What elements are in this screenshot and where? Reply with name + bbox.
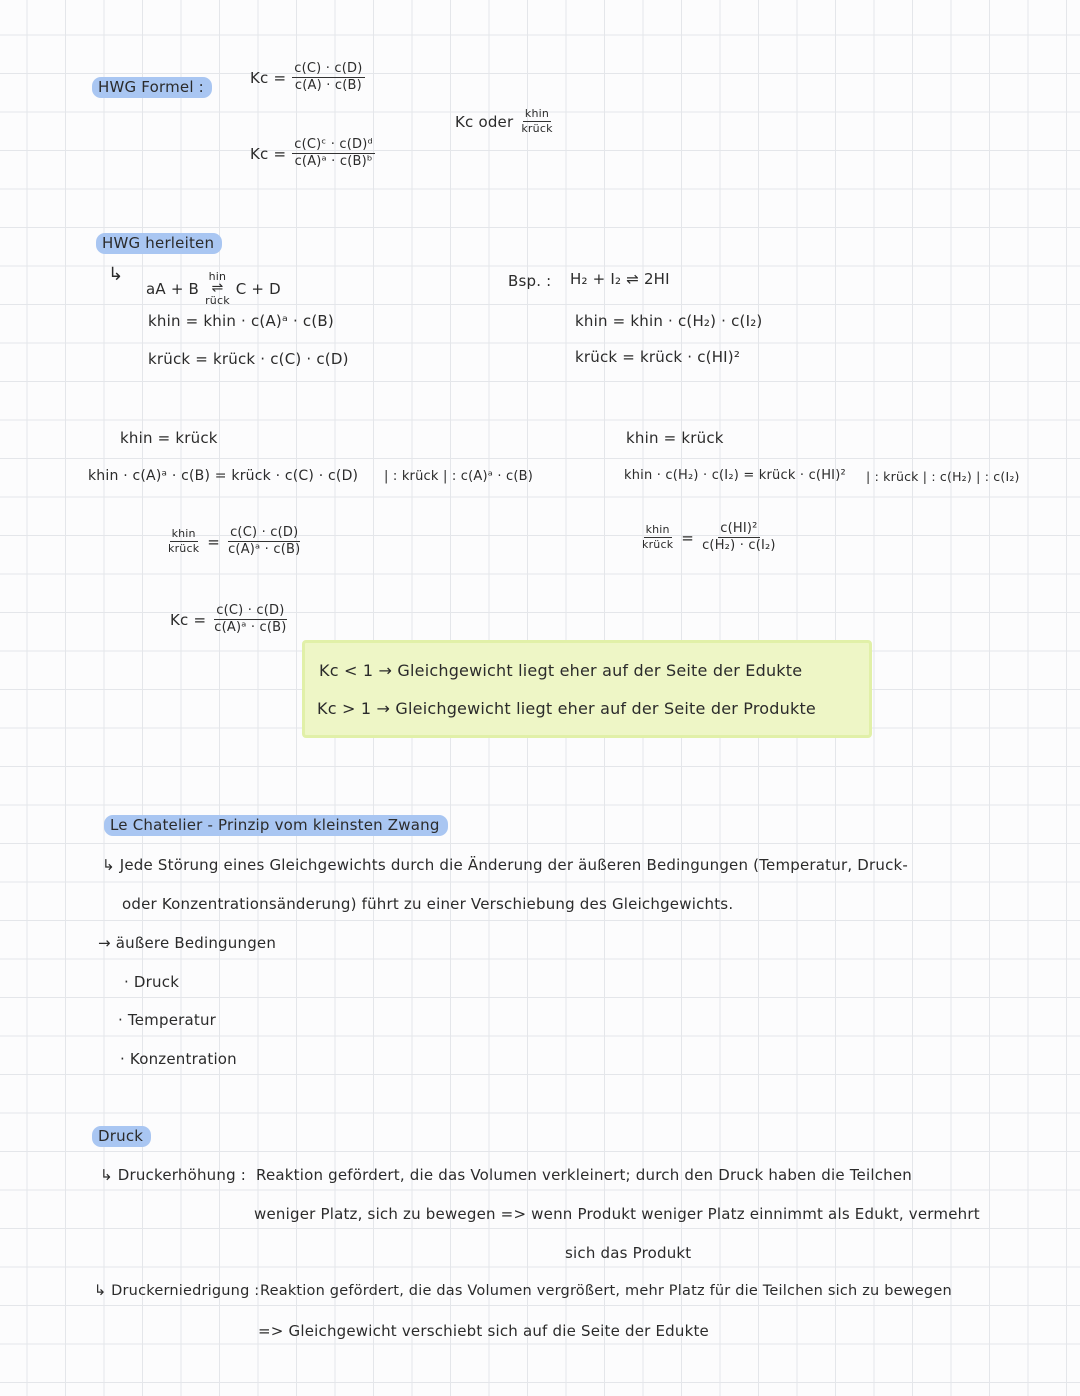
arrow-icon: ↳	[108, 264, 124, 285]
kc-interpretation-box	[302, 640, 872, 738]
druckerhoehung-text-line2: weniger Platz, sich zu bewegen => wenn Produkt weniger Platz einnimmt als Edukt, vermehrt	[254, 1205, 980, 1223]
ratio-equation: $\frac{\text{khin}}{\text{krück}}$ = $\frac{c(C) \cdot c(D)}{\text{c(A)ᵃ · c(B)}}$	[168, 525, 301, 558]
kc-less-than-one: Kc < 1 → Gleichgewicht liegt eher auf der Seite der Edukte	[319, 661, 803, 680]
conditions-title: → äußere Bedingungen	[98, 934, 277, 952]
condition-item: · Druck	[124, 973, 180, 991]
druckerniedrigung-text-line1: Reaktion gefördert, die das Volumen vergrößert, mehr Platz für die Teilchen sich zu bewegen	[260, 1283, 952, 1299]
example-label: Bsp. :	[508, 272, 552, 290]
chatelier-text-line2: oder Konzentrationsänderung) führt zu einer Verschiebung des Gleichgewichts.	[122, 895, 734, 913]
kc-formula-exponents: Kc = $\frac{\text{c(C)ᶜ · c(D)ᵈ}}{\text{c(A)ᵃ · c(B)ᵇ}}$	[250, 137, 373, 170]
example-rates-equal: khin = krück	[626, 429, 724, 447]
druckerhoehung-text-line3: sich das Produkt	[565, 1244, 692, 1262]
example-reaction: H₂ + I₂ ⇌ 2HI	[570, 270, 670, 288]
chatelier-title: Le Chatelier - Prinzip vom kleinsten Zwang	[104, 816, 448, 834]
example-ratio-equation: $\frac{\text{khin}}{\text{krück}}$ = $\frac{\text{c(HI)²}}{\text{c(H₂) · c(I₂)}}$	[642, 521, 776, 554]
rates-equation: khin · c(A)ᵃ · c(B) = krück · c(C) · c(D)	[88, 468, 359, 484]
rate-forward: khin = khin · c(A)ᵃ · c(B)	[148, 312, 334, 330]
example-rates-operations: | : krück | : c(H₂) | : c(I₂)	[866, 469, 1020, 484]
druck-title: Druck	[92, 1127, 151, 1145]
druckerniedrigung-text-line2: => Gleichgewicht verschiebt sich auf die Seite der Edukte	[258, 1322, 709, 1340]
derive-title: HWG herleiten	[96, 234, 222, 252]
kc-alternative: Kc oder $\frac{\text{khin}}{\text{krück}}$	[455, 107, 553, 136]
condition-item: · Konzentration	[120, 1050, 237, 1068]
druckerhoehung-label: ↳ Druckerhöhung :	[100, 1166, 247, 1184]
hwg-title: HWG Formel :	[92, 78, 212, 96]
example-rate-forward: khin = khin · c(H₂) · c(I₂)	[575, 312, 763, 330]
kc-greater-than-one: Kc > 1 → Gleichgewicht liegt eher auf der Seite der Produkte	[317, 699, 816, 718]
example-rates-equation: khin · c(H₂) · c(I₂) = krück · c(HI)²	[624, 468, 846, 483]
example-rate-backward: krück = krück · c(HI)²	[575, 348, 741, 366]
druckerniedrigung-label: ↳ Druckerniedrigung :	[94, 1283, 260, 1299]
condition-item: · Temperatur	[118, 1011, 217, 1029]
kc-final: Kc = $\frac{c(C) \cdot c(D)}{\text{c(A)ᵃ · c(B)}}$	[170, 603, 287, 636]
equilibrium-arrow: hin ⇌ rück	[205, 270, 230, 308]
kc-formula-simple: Kc = $\frac{c(C) \cdot c(D)}{c(A) \cdot c(B)}$	[250, 61, 363, 94]
chatelier-text-line1: ↳ Jede Störung eines Gleichgewichts durch die Änderung der äußeren Bedingungen (Temperatur, Druck-	[102, 856, 909, 874]
rate-backward: krück = krück · c(C) · c(D)	[148, 350, 349, 368]
rates-equal: khin = krück	[120, 429, 218, 447]
rates-operations: | : krück | : c(A)ᵃ · c(B)	[384, 469, 534, 484]
druckerhoehung-text-line1: Reaktion gefördert, die das Volumen verkleinert; durch den Druck haben die Teilchen	[256, 1166, 912, 1184]
general-reaction: aA + B hin ⇌ rück C + D	[146, 270, 281, 308]
